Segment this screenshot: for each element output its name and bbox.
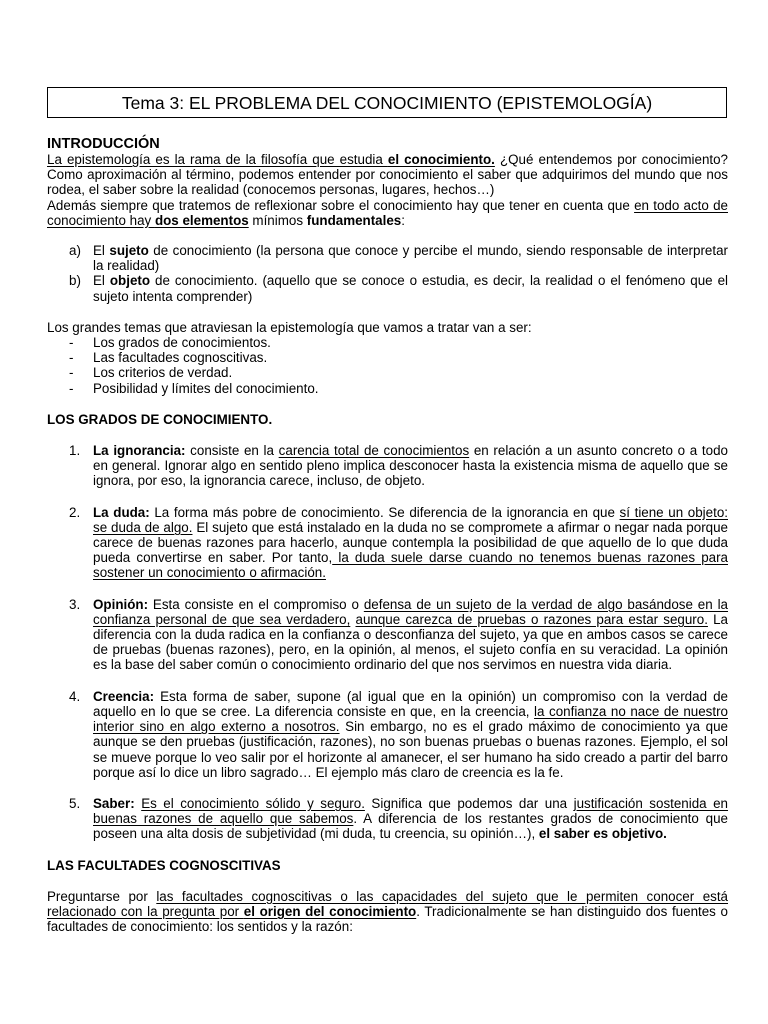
list-marker: - bbox=[69, 380, 74, 396]
item-text: La diferencia con la duda radica en la confianza o desconfianza del sujeto, ya que en ambos casos se carece de pruebas (buenas razones), pero, en la opinión, al menos, el sujeto confía en su veracidad. La opinión es la base del saber común o conocimiento ordinario del que nos servimos en nuestra vida diaria. bbox=[93, 611, 728, 673]
list-marker: a) bbox=[69, 243, 81, 259]
item-text: El sujeto que está instalado en la duda no se compromete a afirmar o negar nada porque carece de buenas razones para hacerlo, aunque contempla la posibilidad de que aquello de lo que duda pueda convertirse en saber. Por tanto, bbox=[93, 519, 728, 566]
item-text: La forma más pobre de conocimiento. Se diferencia de la ignorancia en que bbox=[149, 504, 620, 520]
item-text: Sin embargo, no es el grado máximo de conocimiento ya que aunque se den pruebas (justificación, razones), no son buenas pruebas o buenas razones. Ejemplo, el sol se mueve porque lo veo salir por el horizonte al amanecer, el ser humano ha sido creado a partir del barro porque así lo dice un libro sagrado… El ejemplo más claro de creencia es la fe. bbox=[93, 719, 728, 780]
item-label: Opinión: bbox=[93, 596, 149, 612]
list-item bbox=[47, 335, 728, 350]
item-underlined: la duda suele darse cuando no tenemos buenas razones para sostener un conocimiento o afirmación. bbox=[93, 550, 728, 581]
list-item-text: El bbox=[93, 273, 110, 289]
list-marker: - bbox=[69, 335, 74, 351]
item-text: Esta consiste en el compromiso o bbox=[148, 596, 364, 612]
list-marker: 1. bbox=[69, 443, 81, 459]
item-text: en relación a un asunto concreto o a todo en general. Ignorar algo en sentido pleno implica desconocer hasta la existencia misma de aquello que se ignora, por eso, la ignorancia carece, incluso, de objeto. bbox=[93, 443, 728, 489]
item-underlined: defensa de un sujeto de la verdad de algo basándose en la confianza personal de que sea verdadero, bbox=[93, 596, 729, 627]
item-underlined: Es el conocimiento sólido y seguro. bbox=[141, 795, 365, 811]
list-marker: 3. bbox=[69, 596, 81, 612]
list-item bbox=[47, 689, 728, 780]
list-item bbox=[47, 350, 728, 365]
list-marker: 2. bbox=[69, 504, 81, 520]
facultades-paragraph bbox=[47, 889, 728, 935]
list-item-text: Los criterios de verdad. bbox=[93, 365, 233, 381]
document-body bbox=[47, 137, 728, 934]
item-text: consiste en la bbox=[185, 443, 279, 459]
intro-p1-bold: el conocimiento. bbox=[387, 152, 495, 167]
item-underlined: justificación sostenida en buenas razones de aquello que sabemos bbox=[93, 795, 729, 827]
list-marker: b) bbox=[69, 273, 81, 289]
list-item-text: de conocimiento. (aquello que se conoce o estudia, es decir, la realidad o el fenómeno que el sujeto intenta comprender) bbox=[93, 273, 728, 304]
facultades-underlined: las facultades cognoscitivas o las capacidades del sujeto que le permiten conocer está relacionado con la pregunta por bbox=[47, 888, 729, 919]
list-marker: 5. bbox=[69, 795, 81, 811]
list-item bbox=[47, 597, 728, 673]
item-label: Creencia: bbox=[93, 688, 155, 704]
grados-list bbox=[47, 796, 728, 842]
item-text: . A diferencia de los restantes grados de conocimiento que poseen una alta dosis de subjetividad (mi duda, tu creencia, su opinión…), bbox=[93, 811, 728, 842]
intro-p2-bold-1: dos elementos bbox=[154, 212, 249, 228]
facultades-heading: LAS FACULTADES COGNOSCITIVAS bbox=[47, 857, 281, 873]
list-item bbox=[47, 243, 728, 273]
intro-paragraph-2 bbox=[47, 198, 728, 228]
facultades-text: . Tradicionalmente se han distinguido dos fuentes o facultades de conocimiento: los sentidos y la razón: bbox=[47, 903, 728, 935]
grados-list bbox=[47, 505, 728, 581]
list-marker: - bbox=[69, 350, 74, 366]
list-item-bold: objeto bbox=[109, 273, 151, 289]
themes-list bbox=[47, 335, 728, 396]
facultades-text: Preguntarse por bbox=[47, 888, 157, 904]
list-item-text: Posibilidad y límites del conocimiento. bbox=[93, 380, 319, 396]
intro-p2-mid: mínimos bbox=[248, 212, 307, 228]
list-item bbox=[47, 796, 728, 842]
list-marker: - bbox=[69, 365, 74, 381]
item-label: La ignorancia: bbox=[93, 443, 186, 459]
list-item bbox=[47, 365, 728, 380]
item-underlined: la confianza no nace de nuestro interior sino en algo externo a nosotros. bbox=[93, 703, 728, 735]
grados-list bbox=[47, 597, 728, 673]
document-title: Tema 3: EL PROBLEMA DEL CONOCIMIENTO (EPISTEMOLOGÍA) bbox=[47, 87, 727, 118]
facultades-bold-underlined: el origen del conocimiento bbox=[243, 903, 417, 919]
intro-p2-text: Además siempre que tratemos de reflexionar sobre el conocimiento hay que tener en cuenta que bbox=[47, 197, 635, 213]
intro-heading: INTRODUCCIÓN bbox=[47, 136, 160, 152]
grados-list bbox=[47, 689, 728, 780]
list-item bbox=[47, 381, 728, 396]
list-item-text: Los grados de conocimientos. bbox=[93, 335, 271, 351]
list-item-text: El bbox=[93, 243, 110, 259]
grados-heading: LOS GRADOS DE CONOCIMIENTO. bbox=[47, 411, 273, 427]
item-underlined: aunque carezca de pruebas o razones para estar seguro. bbox=[355, 611, 708, 627]
themes-lead: Los grandes temas que atraviesan la epistemología que vamos a tratar van a ser: bbox=[47, 319, 532, 335]
list-item bbox=[47, 505, 728, 581]
list-item bbox=[47, 443, 728, 489]
intro-p2-bold-2: fundamentales bbox=[306, 212, 402, 228]
list-marker: 4. bbox=[69, 688, 81, 704]
list-item-text: de conocimiento (la persona que conoce y percibe el mundo, siendo responsable de interpretar la realidad) bbox=[93, 243, 728, 274]
list-item-text: Las facultades cognoscitivas. bbox=[93, 350, 268, 366]
item-underlined: carencia total de conocimientos bbox=[278, 443, 470, 459]
intro-paragraph-1 bbox=[47, 152, 728, 198]
intro-p2-colon: : bbox=[401, 212, 405, 228]
intro-p1-rest: ¿Qué entendemos por conocimiento? Como aproximación al término, podemos entender por conocimiento el saber que adquirimos del mundo que nos rodea, el saber sobre la realidad (conocemos personas, lugares, hechos…) bbox=[47, 152, 729, 198]
list-item-bold: sujeto bbox=[109, 243, 149, 259]
intro-p1-underlined: La epistemología es la rama de la filosofía que estudia bbox=[47, 152, 388, 167]
grados-list bbox=[47, 443, 728, 489]
item-text: Esta forma de saber, supone (al igual que en la opinión) un compromiso con la verdad de aquello en lo que se cree. La diferencia consiste en que, en la creencia, bbox=[93, 688, 728, 719]
item-label: La duda: bbox=[93, 504, 150, 520]
item-bold: el saber es objetivo. bbox=[538, 826, 667, 842]
list-item bbox=[47, 273, 728, 303]
item-label: Saber: bbox=[93, 795, 135, 811]
elements-list bbox=[47, 243, 728, 304]
intro-p2-underlined: en todo acto de conocimiento hay bbox=[47, 197, 728, 228]
item-text: Significa que podemos dar una bbox=[364, 795, 574, 811]
item-underlined: sí tiene un objeto: se duda de algo. bbox=[93, 504, 728, 535]
